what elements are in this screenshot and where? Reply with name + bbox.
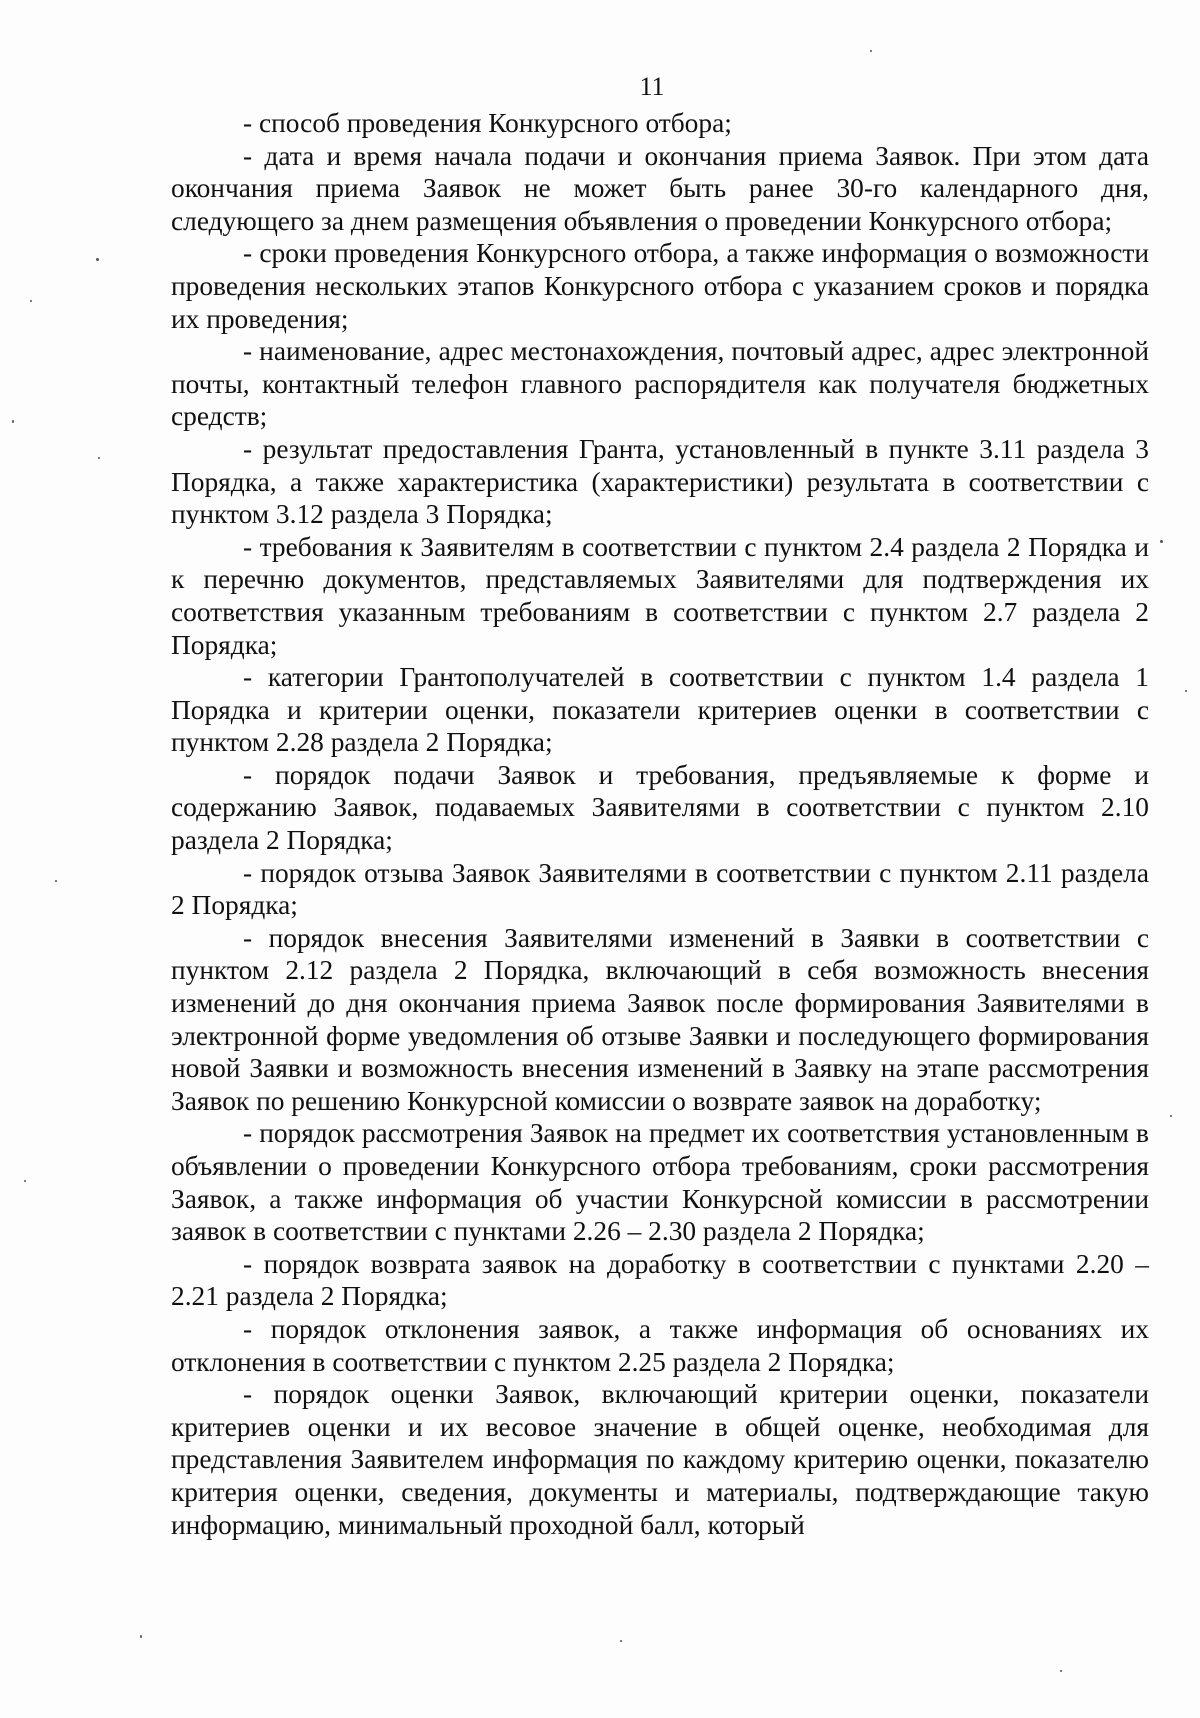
scan-speck bbox=[620, 1640, 622, 1642]
paragraph: - порядок рассмотрения Заявок на предмет их соответствия установленным в объявлении о проведении Конкурсного отбора требованиям, сроки рассмотрения Заявок, а также информация об участии Конкурсной комиссии в рассмотрении заявок в соответствии с пунктами 2.26 – 2.30 раздела 2 Порядка; bbox=[171, 1118, 1149, 1247]
scan-speck bbox=[1185, 690, 1187, 692]
scan-speck bbox=[30, 300, 32, 302]
paragraph: - порядок отзыва Заявок Заявителями в соответствии с пунктом 2.11 раздела 2 Порядка; bbox=[171, 857, 1149, 921]
paragraph: - наименование, адрес местонахождения, почтовый адрес, адрес электронной почты, контактный телефон главного распорядителя как получателя бюджетных средств; bbox=[171, 336, 1149, 432]
paragraph: - способ проведения Конкурсного отбора; bbox=[243, 108, 732, 138]
paragraph: - сроки проведения Конкурсного отбора, а также информация о возможности проведения нескольких этапов Конкурсного отбора с указанием сроков и порядка их проведения; bbox=[171, 238, 1149, 334]
scan-speck bbox=[24, 1180, 26, 1182]
paragraph: - дата и время начала подачи и окончания приема Заявок. При этом дата окончания приема Заявок не может быть ранее 30-го календарного дня, следующего за днем размещения объявления о проведении Конкурсного отбора; bbox=[171, 140, 1149, 236]
paragraph: - порядок внесения Заявителями изменений в Заявки в соответствии с пунктом 2.12 раздела 2 Порядка, включающий в себя возможность внесения изменений до дня окончания приема Заявок после формирования Заявителями в электронной форме уведомления об отзыве Заявки и последующего формирования новой Заявки и возможность внесения изменений в Заявку на этапе рассмотрения Заявок по решению Конкурсной комиссии о возврате заявок на доработку; bbox=[171, 922, 1149, 1116]
paragraph: - порядок оценки Заявок, включающий критерии оценки, показатели критериев оценки и их весовое значение в общей оценке, необходимая для представления Заявителем информация по каждому критерию оценки, показателю критерия оценки, сведения, документы и материалы, подтверждающие такую информацию, минимальный проходной балл, который bbox=[171, 1379, 1149, 1540]
paragraph: - результат предоставления Гранта, установленный в пункте 3.11 раздела 3 Порядка, а также характеристика (характеристики) результата в соответствии с пунктом 3.12 раздела 3 Порядка; bbox=[171, 433, 1149, 530]
paragraph: - порядок возврата заявок на доработку в соответствии с пунктами 2.20 – 2.21 раздела 2 Порядка; bbox=[171, 1248, 1149, 1312]
scan-speck bbox=[1060, 1670, 1062, 1672]
paragraph: - требования к Заявителям в соответствии с пунктом 2.4 раздела 2 Порядка и к перечню документов, представляемых Заявителями для подтверждения их соответствия указанным требованиям в соответствии с пунктом 2.7 раздела 2 Порядка; bbox=[171, 531, 1149, 660]
scan-speck bbox=[870, 50, 872, 52]
scan-speck bbox=[1170, 1115, 1172, 1117]
paragraph: - порядок подачи Заявок и требования, предъявляемые к форме и содержанию Заявок, подаваемых Заявителями в соответствии с пунктом 2.10 раздела 2 Порядка; bbox=[171, 759, 1149, 856]
page-number: 11 bbox=[639, 72, 665, 101]
paragraph: - категории Грантополучателей в соответствии с пунктом 1.4 раздела 1 Порядка и критерии оценки, показатели критериев оценки в соответствии с пунктом 2.28 раздела 2 Порядка; bbox=[171, 662, 1149, 758]
scan-speck bbox=[98, 457, 100, 459]
scan-speck bbox=[140, 1635, 142, 1638]
scan-speck bbox=[55, 880, 57, 882]
paragraph: - порядок отклонения заявок, а также информация об основаниях их отклонения в соответствии с пунктом 2.25 раздела 2 Порядка; bbox=[171, 1313, 1149, 1377]
scan-speck bbox=[12, 420, 14, 423]
document-body bbox=[171, 107, 1149, 1541]
scan-speck bbox=[1160, 540, 1163, 543]
scan-speck bbox=[96, 258, 99, 261]
